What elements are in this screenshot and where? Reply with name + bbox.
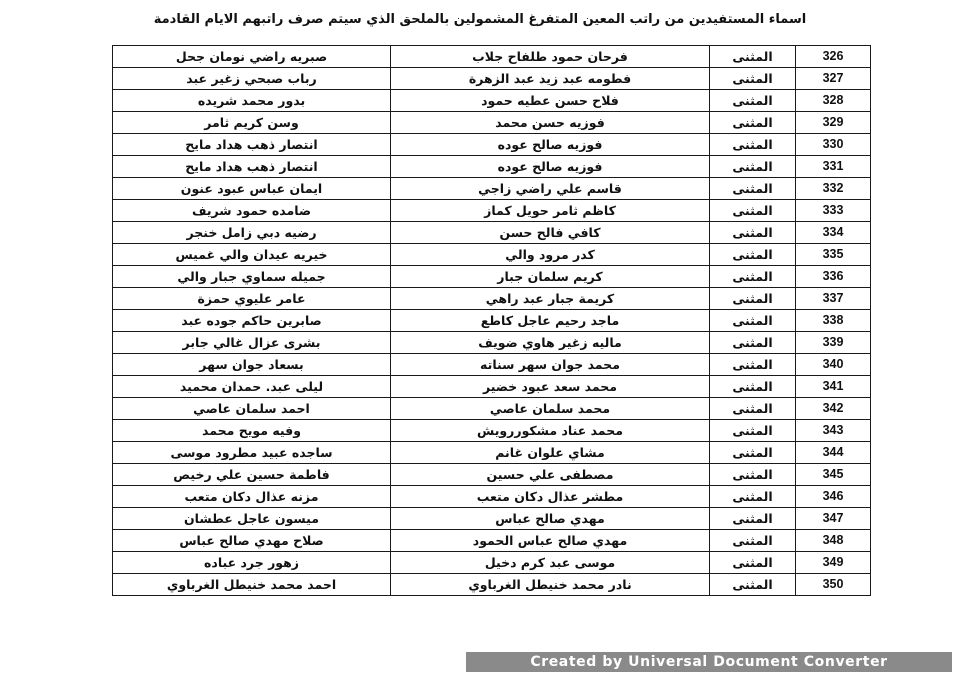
recipient-name: بدور محمد شريده bbox=[113, 90, 391, 112]
table-row bbox=[113, 332, 871, 354]
governorate-cell: المثنى bbox=[710, 68, 796, 90]
governorate-cell: المثنى bbox=[710, 266, 796, 288]
recipient-name: وسن كريم ثامر bbox=[113, 112, 391, 134]
governorate-cell: المثنى bbox=[710, 332, 796, 354]
table-row bbox=[113, 244, 871, 266]
beneficiary-name: فوزيه صالح عوده bbox=[391, 156, 710, 178]
beneficiaries-table bbox=[112, 45, 871, 596]
recipient-name: وفيه مويح محمد bbox=[113, 420, 391, 442]
governorate-cell: المثنى bbox=[710, 574, 796, 596]
document-title: اسماء المستفيدين من راتب المعين المتفرغ المشمولين بالملحق الذي سيتم صرف راتبهم الايام القادمة bbox=[153, 12, 807, 27]
beneficiary-name: كريم سلمان جبار bbox=[391, 266, 710, 288]
governorate-cell: المثنى bbox=[710, 156, 796, 178]
governorate-cell: المثنى bbox=[710, 310, 796, 332]
governorate-cell: المثنى bbox=[710, 530, 796, 552]
recipient-name: صلاح مهدي صالح عباس bbox=[113, 530, 391, 552]
governorate-cell: المثنى bbox=[710, 244, 796, 266]
row-number: 349 bbox=[796, 552, 871, 574]
governorate-cell: المثنى bbox=[710, 508, 796, 530]
recipient-name: صابرين حاكم جوده عبد bbox=[113, 310, 391, 332]
recipient-name: ايمان عباس عبود عنون bbox=[113, 178, 391, 200]
governorate-cell: المثنى bbox=[710, 420, 796, 442]
governorate-cell: المثنى bbox=[710, 288, 796, 310]
governorate-cell: المثنى bbox=[710, 552, 796, 574]
table-row bbox=[113, 354, 871, 376]
table-row bbox=[113, 442, 871, 464]
table-row bbox=[113, 574, 871, 596]
row-number: 335 bbox=[796, 244, 871, 266]
table-row bbox=[113, 398, 871, 420]
row-number: 328 bbox=[796, 90, 871, 112]
converter-watermark: Created by Universal Document Converter bbox=[466, 652, 952, 672]
recipient-name: انتصار ذهب هداد مايح bbox=[113, 134, 391, 156]
beneficiary-name: كاظم ثامر حويل كماز bbox=[391, 200, 710, 222]
beneficiary-name: كدر مرود والي bbox=[391, 244, 710, 266]
governorate-cell: المثنى bbox=[710, 200, 796, 222]
row-number: 331 bbox=[796, 156, 871, 178]
row-number: 346 bbox=[796, 486, 871, 508]
table-row bbox=[113, 200, 871, 222]
governorate-cell: المثنى bbox=[710, 376, 796, 398]
recipient-name: ميسون عاجل عطشان bbox=[113, 508, 391, 530]
table-row bbox=[113, 530, 871, 552]
row-number: 345 bbox=[796, 464, 871, 486]
table-row bbox=[113, 266, 871, 288]
governorate-cell: المثنى bbox=[710, 464, 796, 486]
beneficiary-name: فوزيه صالح عوده bbox=[391, 134, 710, 156]
row-number: 341 bbox=[796, 376, 871, 398]
table-row bbox=[113, 552, 871, 574]
row-number: 342 bbox=[796, 398, 871, 420]
governorate-cell: المثنى bbox=[710, 442, 796, 464]
row-number: 327 bbox=[796, 68, 871, 90]
table-row bbox=[113, 288, 871, 310]
recipient-name: انتصار ذهب هداد مايح bbox=[113, 156, 391, 178]
beneficiary-name: مصطفى علي حسين bbox=[391, 464, 710, 486]
table-row bbox=[113, 46, 871, 68]
beneficiary-name: محمد عناد مشكوررويش bbox=[391, 420, 710, 442]
beneficiary-name: فطومه عبد زيد عبد الزهرة bbox=[391, 68, 710, 90]
row-number: 334 bbox=[796, 222, 871, 244]
row-number: 350 bbox=[796, 574, 871, 596]
recipient-name: احمد محمد خنيطل الغرباوي bbox=[113, 574, 391, 596]
beneficiary-name: محمد جوان سهر سناته bbox=[391, 354, 710, 376]
table-row bbox=[113, 178, 871, 200]
row-number: 329 bbox=[796, 112, 871, 134]
recipient-name: احمد سلمان عاصي bbox=[113, 398, 391, 420]
beneficiary-name: كريمة جبار عبد راهي bbox=[391, 288, 710, 310]
row-number: 333 bbox=[796, 200, 871, 222]
governorate-cell: المثنى bbox=[710, 354, 796, 376]
table-row bbox=[113, 464, 871, 486]
governorate-cell: المثنى bbox=[710, 112, 796, 134]
recipient-name: فاطمة حسين علي رخيص bbox=[113, 464, 391, 486]
beneficiary-name: ماجد رحيم عاجل كاطع bbox=[391, 310, 710, 332]
recipient-name: رباب صبحي زغير عبد bbox=[113, 68, 391, 90]
recipient-name: صبريه راضي نومان جحل bbox=[113, 46, 391, 68]
governorate-cell: المثنى bbox=[710, 486, 796, 508]
table-row bbox=[113, 156, 871, 178]
row-number: 340 bbox=[796, 354, 871, 376]
recipient-name: بسعاد جوان سهر bbox=[113, 354, 391, 376]
table-row bbox=[113, 222, 871, 244]
governorate-cell: المثنى bbox=[710, 134, 796, 156]
row-number: 337 bbox=[796, 288, 871, 310]
beneficiary-name: فرحان حمود طلفاح جلاب bbox=[391, 46, 710, 68]
row-number: 348 bbox=[796, 530, 871, 552]
recipient-name: ساجده عبيد مطرود موسى bbox=[113, 442, 391, 464]
recipient-name: عامر عليوي حمزة bbox=[113, 288, 391, 310]
row-number: 347 bbox=[796, 508, 871, 530]
beneficiary-name: فوزيه حسن محمد bbox=[391, 112, 710, 134]
beneficiary-name: مطشر عذال دكان متعب bbox=[391, 486, 710, 508]
beneficiary-name: مشاي علوان غانم bbox=[391, 442, 710, 464]
beneficiary-name: فلاح حسن عطيه حمود bbox=[391, 90, 710, 112]
recipient-name: ضامده حمود شريف bbox=[113, 200, 391, 222]
beneficiary-name: محمد سعد عبود خضير bbox=[391, 376, 710, 398]
table-row bbox=[113, 420, 871, 442]
recipient-name: خيريه عيدان والي غميس bbox=[113, 244, 391, 266]
table-body bbox=[113, 46, 871, 596]
row-number: 332 bbox=[796, 178, 871, 200]
recipient-name: زهور جرد عباده bbox=[113, 552, 391, 574]
row-number: 344 bbox=[796, 442, 871, 464]
row-number: 343 bbox=[796, 420, 871, 442]
recipient-name: بشرى عزال غالي جابر bbox=[113, 332, 391, 354]
recipient-name: رضيه دبي زامل خنجر bbox=[113, 222, 391, 244]
recipient-name: جميله سماوي جبار والي bbox=[113, 266, 391, 288]
governorate-cell: المثنى bbox=[710, 398, 796, 420]
beneficiary-name: محمد سلمان عاصي bbox=[391, 398, 710, 420]
table-row bbox=[113, 90, 871, 112]
table-row bbox=[113, 134, 871, 156]
governorate-cell: المثنى bbox=[710, 222, 796, 244]
row-number: 336 bbox=[796, 266, 871, 288]
table-row bbox=[113, 376, 871, 398]
beneficiary-name: ماليه زغير هاوي ضويف bbox=[391, 332, 710, 354]
row-number: 338 bbox=[796, 310, 871, 332]
governorate-cell: المثنى bbox=[710, 90, 796, 112]
recipient-name: ليلى عبد. حمدان محميد bbox=[113, 376, 391, 398]
table-row bbox=[113, 112, 871, 134]
beneficiary-name: مهدي صالح عباس bbox=[391, 508, 710, 530]
row-number: 339 bbox=[796, 332, 871, 354]
beneficiary-name: نادر محمد خنيطل الغرباوي bbox=[391, 574, 710, 596]
beneficiary-name: كافي فالح حسن bbox=[391, 222, 710, 244]
beneficiary-name: موسى عبد كرم دخيل bbox=[391, 552, 710, 574]
table-row bbox=[113, 310, 871, 332]
table-row bbox=[113, 486, 871, 508]
table-row bbox=[113, 68, 871, 90]
row-number: 330 bbox=[796, 134, 871, 156]
governorate-cell: المثنى bbox=[710, 178, 796, 200]
table-row bbox=[113, 508, 871, 530]
beneficiary-name: قاسم علي راضي زاجي bbox=[391, 178, 710, 200]
governorate-cell: المثنى bbox=[710, 46, 796, 68]
beneficiary-name: مهدي صالح عباس الحمود bbox=[391, 530, 710, 552]
row-number: 326 bbox=[796, 46, 871, 68]
recipient-name: مزنه عذال دكان متعب bbox=[113, 486, 391, 508]
